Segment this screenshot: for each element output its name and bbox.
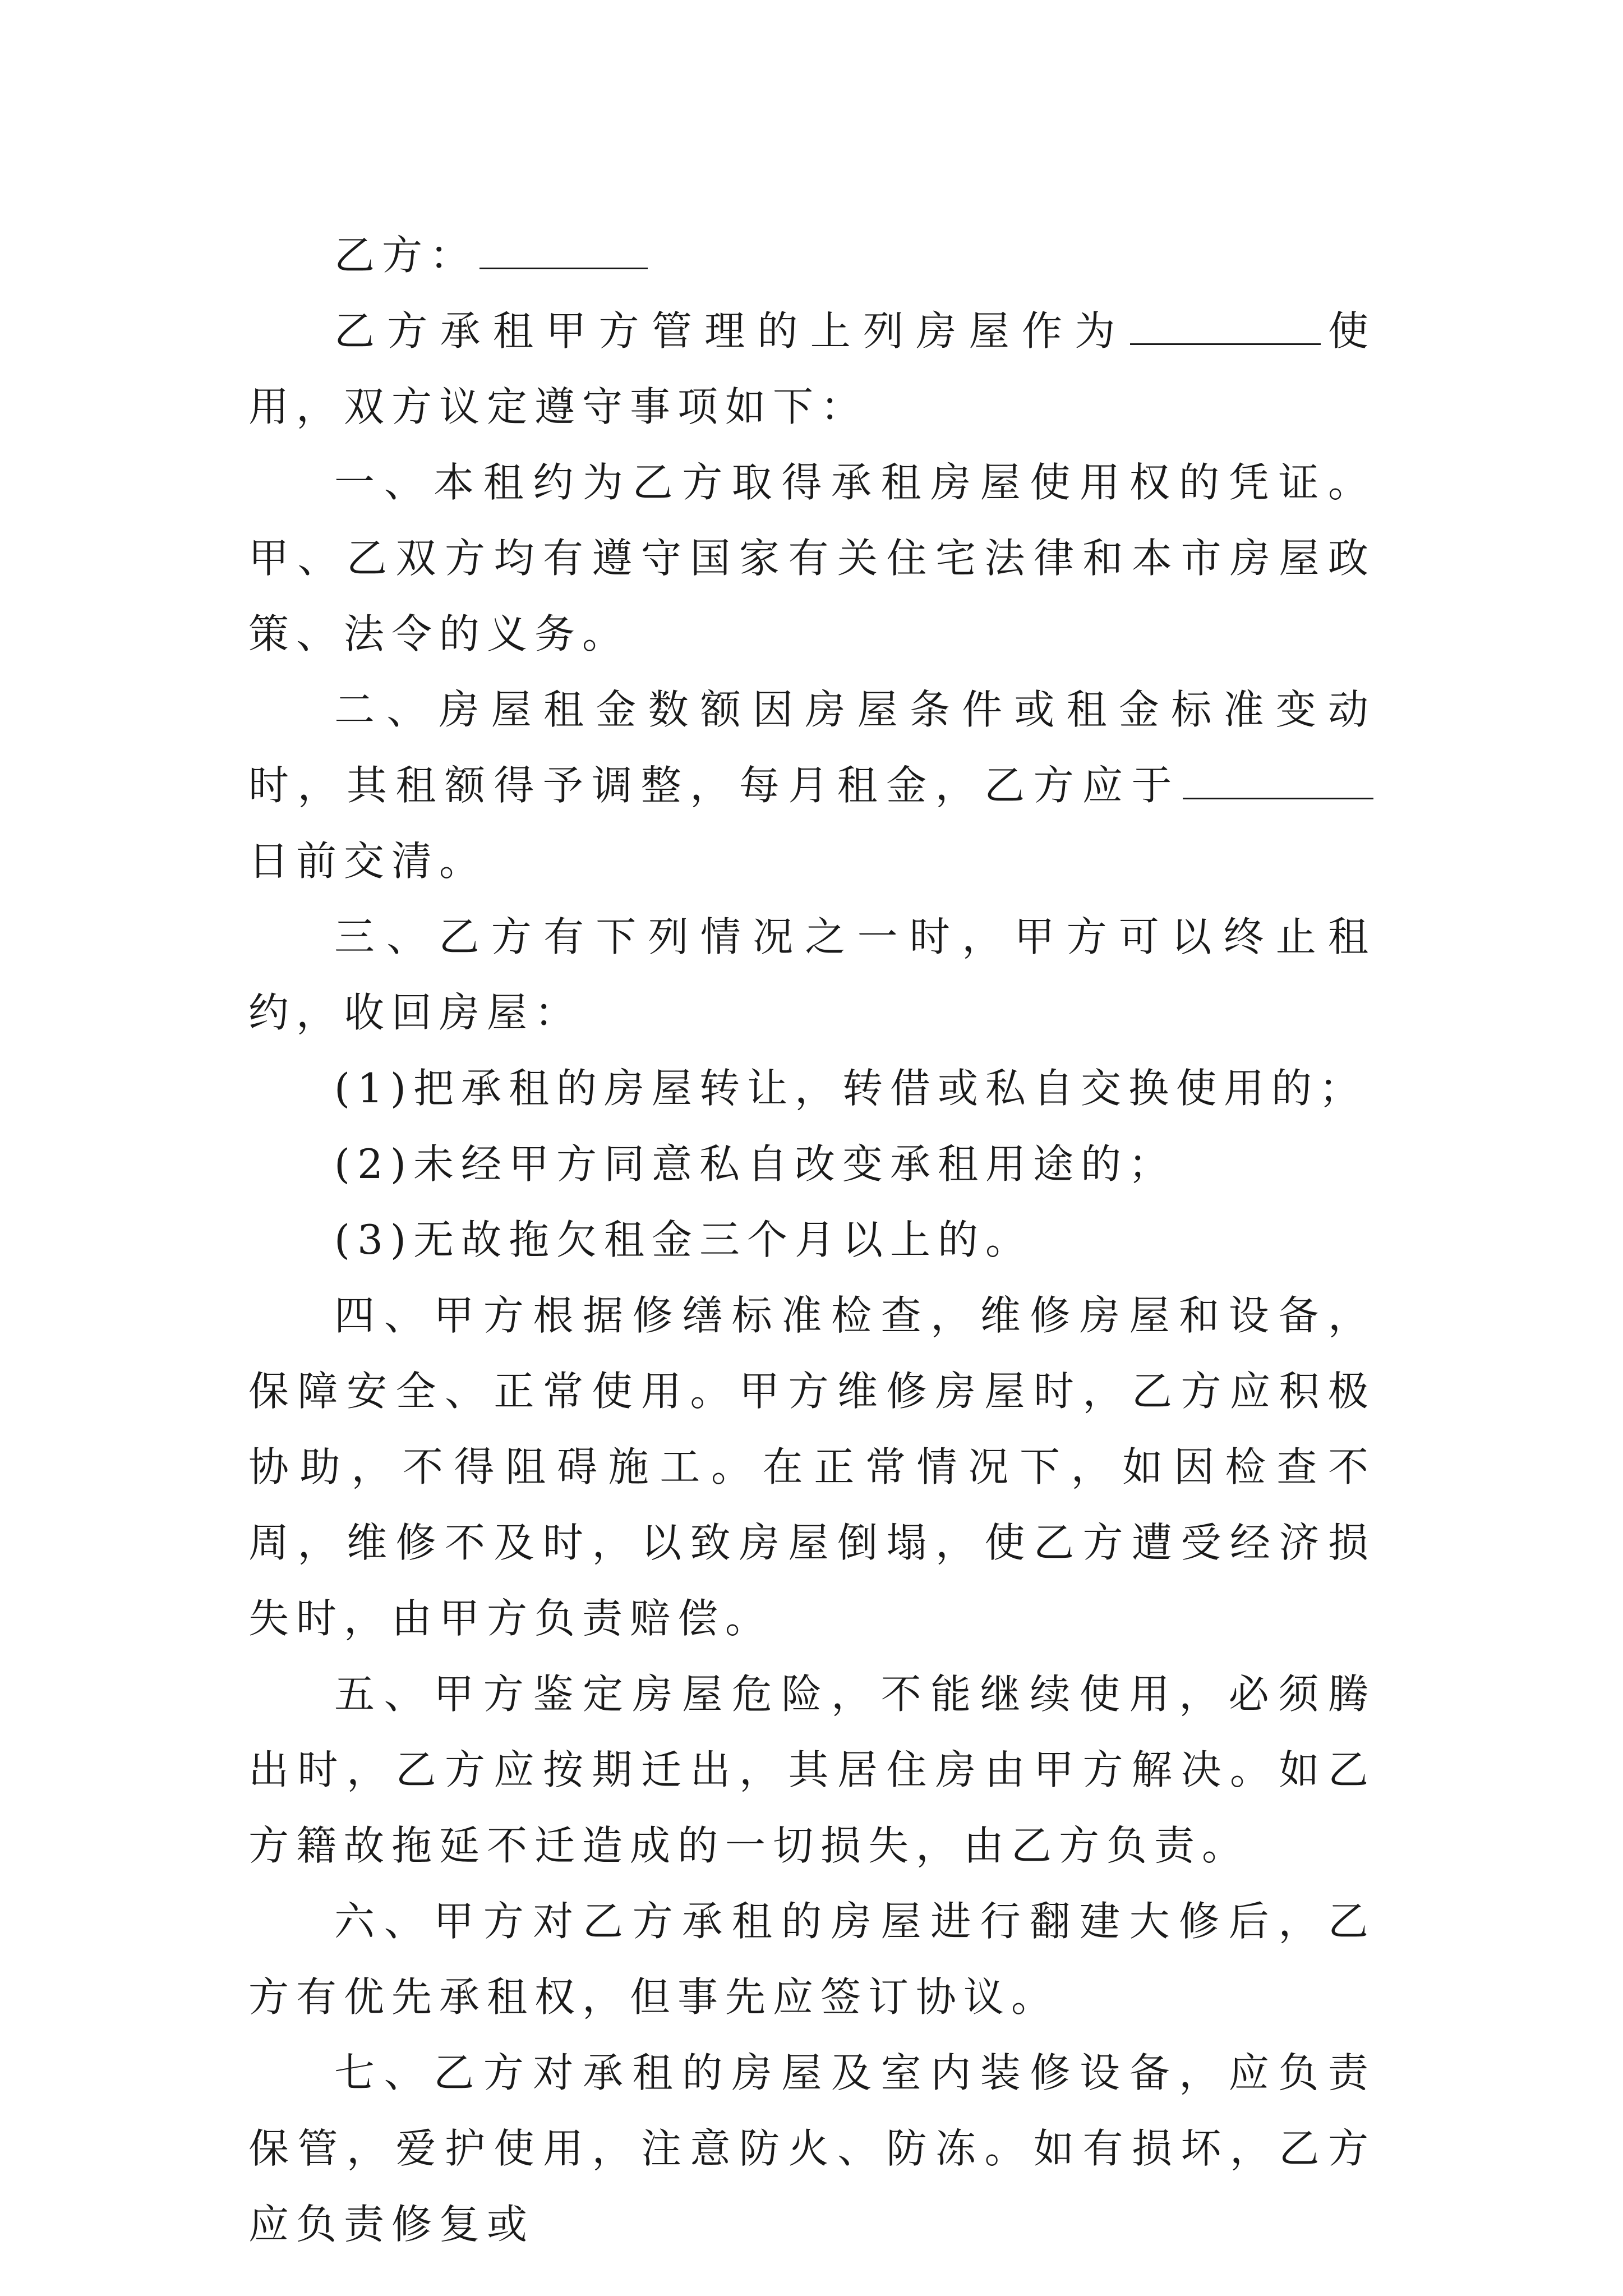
clause-3-item-2: (2)未经甲方同意私自改变承租用途的； [334, 1140, 1176, 1188]
clause-3: 三、乙方有下列情况之一时，甲方可以终止租约，收回房屋： [248, 913, 1376, 1036]
clause-2-before: 二、房屋租金数额因房屋条件或租金标准变动时，其租额得予调整，每月租金，乙方应于 [248, 686, 1376, 809]
intro-after: 使用，双方议定遵守事项如下： [248, 307, 1376, 430]
intro-before: 乙方承租甲方管理的上列房屋作为 [334, 307, 1128, 355]
clause-2 [248, 672, 1376, 899]
clause-3-item-1: (1)把承租的房屋转让，转借或私自交换使用的； [334, 1065, 1367, 1112]
clause-7: 七、乙方对承租的房屋及室内装修设备，应负责保管，爱护使用，注意防火、防冻。如有损坏，乙方应负责修复或 [248, 2049, 1376, 2248]
usage-blank [1130, 312, 1321, 345]
clause-1: 一、本租约为乙方取得承租房屋使用权的凭证。甲、乙双方均有遵守国家有关住宅法律和本市房屋政策、法令的义务。 [248, 459, 1376, 657]
clause-6: 六、甲方对乙方承租的房屋进行翻建大修后，乙方有优先承租权，但事先应签订协议。 [248, 1898, 1376, 2021]
rent-due-date-blank [1183, 767, 1373, 799]
party-b-label: 乙方： [334, 232, 478, 279]
party-b-line [248, 218, 1376, 293]
intro-paragraph [248, 293, 1376, 445]
clause-2-after: 日前交清。 [248, 838, 487, 885]
clause-5: 五、甲方鉴定房屋危险，不能继续使用，必须腾出时，乙方应按期迁出，其居住房由甲方解决。如乙方籍故拖延不迁造成的一切损失，由乙方负责。 [248, 1671, 1376, 1869]
party-b-blank [479, 237, 648, 269]
contract-body [248, 218, 1376, 2262]
clause-4: 四、甲方根据修缮标准检查，维修房屋和设备，保障安全、正常使用。甲方维修房屋时，乙方应积极协助，不得阻碍施工。在正常情况下，如因检查不周，维修不及时，以致房屋倒塌，使乙方遭受经济损失时，由甲方负责赔偿。 [248, 1292, 1376, 1642]
clause-3-item-3: (3)无故拖欠租金三个月以上的。 [334, 1216, 1033, 1263]
